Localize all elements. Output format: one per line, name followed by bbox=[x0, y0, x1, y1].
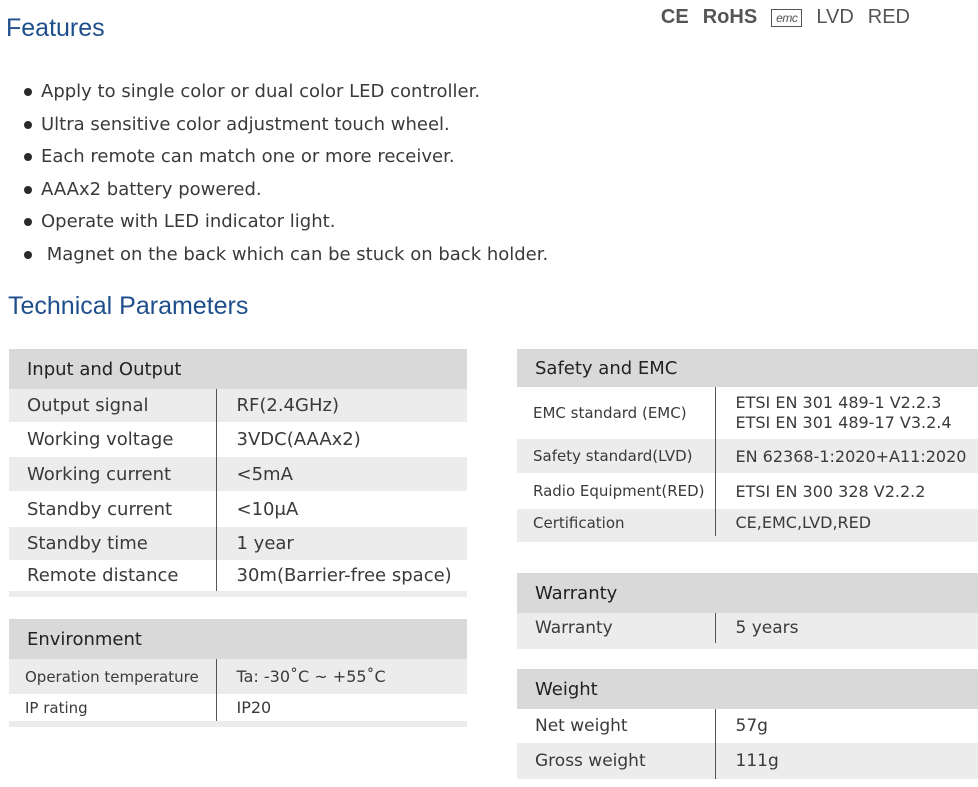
table-header: Input and Output bbox=[9, 349, 467, 389]
red-mark: RED bbox=[867, 6, 910, 28]
param-value: 5 years bbox=[715, 613, 978, 646]
table-row bbox=[9, 491, 467, 527]
table-header: Warranty bbox=[517, 573, 978, 613]
table-header-row bbox=[9, 349, 467, 389]
table-row bbox=[517, 613, 978, 646]
ce-mark: CE bbox=[660, 6, 689, 28]
param-value-line: ETSI EN 301 489-17 V3.2.4 bbox=[735, 413, 952, 432]
param-label: Gross weight bbox=[517, 743, 715, 779]
table-row bbox=[517, 509, 978, 539]
param-value: <10μA bbox=[216, 491, 467, 527]
features-list bbox=[24, 76, 548, 271]
feature-item: Apply to single color or dual color LED controller. bbox=[24, 76, 548, 109]
table-row bbox=[517, 473, 978, 509]
feature-item: Ultra sensitive color adjustment touch wheel. bbox=[24, 109, 548, 142]
param-value: 57g bbox=[715, 709, 978, 743]
bullet-icon bbox=[24, 251, 32, 259]
param-label: IP rating bbox=[9, 694, 216, 724]
lvd-mark: LVD bbox=[816, 6, 854, 28]
bullet-icon bbox=[24, 121, 32, 129]
features-heading: Features bbox=[6, 14, 105, 42]
param-label: Safety standard(LVD) bbox=[517, 439, 715, 473]
rohs-mark: RoHS bbox=[702, 6, 758, 28]
bullet-icon bbox=[24, 218, 32, 226]
param-label: Output signal bbox=[9, 389, 216, 422]
technical-parameters-heading: Technical Parameters bbox=[8, 292, 249, 320]
table-header-row bbox=[517, 349, 978, 387]
param-label: Working voltage bbox=[27, 429, 174, 450]
input-output-table bbox=[9, 349, 467, 597]
param-value: ETSI EN 300 328 V2.2.2 bbox=[715, 473, 978, 509]
feature-item: Operate with LED indicator light. bbox=[24, 206, 548, 239]
param-value: Ta: -30˚C ~ +55˚C bbox=[216, 659, 467, 694]
table-row bbox=[517, 439, 978, 473]
table-row bbox=[9, 527, 467, 560]
feature-item: Magnet on the back which can be stuck on back holder. bbox=[24, 239, 548, 272]
param-label: Working current bbox=[9, 457, 216, 491]
param-value bbox=[715, 387, 978, 439]
warranty-table bbox=[517, 573, 978, 649]
param-value: 1 year bbox=[216, 527, 467, 560]
param-value: 3VDC(AAAx2) bbox=[216, 422, 467, 457]
table-header: Environment bbox=[9, 619, 467, 659]
param-value: EN 62368-1:2020+A11:2020 bbox=[715, 439, 978, 473]
weight-table bbox=[517, 669, 978, 779]
safety-emc-table bbox=[517, 349, 978, 542]
feature-item: AAAx2 battery powered. bbox=[24, 174, 548, 207]
param-label: Standby current bbox=[27, 498, 173, 520]
bullet-icon bbox=[24, 88, 32, 96]
param-value: 30m(Barrier-free space) bbox=[216, 560, 467, 594]
param-value: CE,EMC,LVD,RED bbox=[715, 509, 978, 539]
table-header: Safety and EMC bbox=[517, 349, 978, 387]
certification-marks bbox=[661, 6, 910, 29]
table-row bbox=[9, 422, 467, 457]
table-header-row bbox=[9, 619, 467, 659]
table-row bbox=[9, 560, 467, 594]
table-row bbox=[517, 709, 978, 743]
param-label: Certification bbox=[517, 509, 715, 539]
table-row bbox=[9, 694, 467, 724]
param-value: 111g bbox=[715, 743, 978, 779]
param-value: RF(2.4GHz) bbox=[216, 389, 467, 422]
table-header-row bbox=[517, 573, 978, 613]
table-header: Weight bbox=[517, 669, 978, 709]
param-label: Radio Equipment(RED) bbox=[533, 482, 705, 500]
bullet-icon bbox=[24, 153, 32, 161]
param-value: IP20 bbox=[216, 694, 467, 724]
feature-item: Each remote can match one or more receiver. bbox=[24, 141, 548, 174]
emc-mark: emc bbox=[771, 9, 802, 27]
environment-table bbox=[9, 619, 467, 727]
param-label: Standby time bbox=[9, 527, 216, 560]
table-row bbox=[517, 743, 978, 779]
param-value-line: ETSI EN 301 489-1 V2.2.3 bbox=[735, 393, 942, 412]
table-row bbox=[517, 387, 978, 439]
table-row bbox=[9, 659, 467, 694]
bullet-icon bbox=[24, 186, 32, 194]
param-label: Remote distance bbox=[9, 560, 216, 594]
table-row bbox=[9, 389, 467, 422]
param-label: Operation temperature bbox=[9, 659, 216, 694]
param-label: Net weight bbox=[535, 716, 628, 736]
param-value: <5mA bbox=[216, 457, 467, 491]
param-label: EMC standard (EMC) bbox=[533, 404, 687, 422]
table-header-row bbox=[517, 669, 978, 709]
param-label: Warranty bbox=[517, 613, 715, 646]
table-row bbox=[9, 457, 467, 491]
